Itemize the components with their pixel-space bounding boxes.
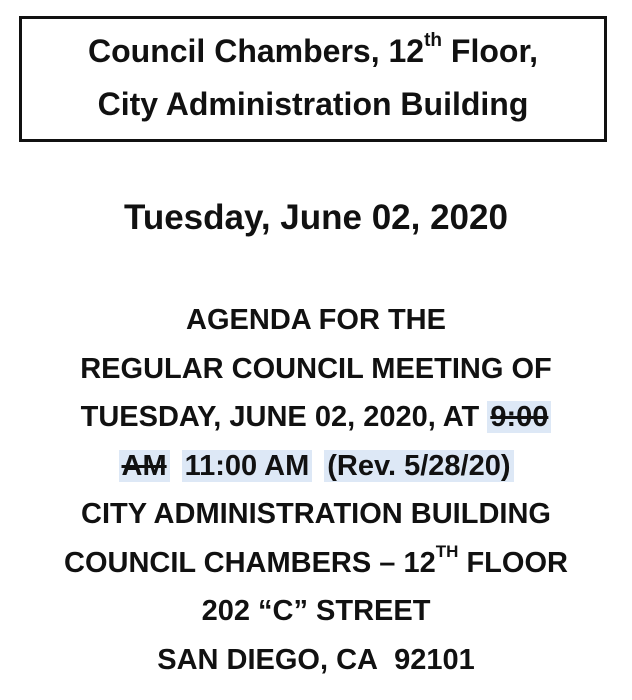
struck-original-time: 9:00	[487, 401, 551, 433]
agenda-line-3-text: TUESDAY, JUNE 02, 2020, AT	[80, 401, 488, 433]
location-line-2: City Administration Building	[97, 86, 529, 122]
location-line-1-suffix: Floor,	[442, 33, 539, 69]
agenda-line-2: REGULAR COUNCIL MEETING OF	[80, 352, 552, 385]
agenda-line-6	[0, 539, 632, 588]
agenda-line-7: 202 “C” STREET	[201, 595, 431, 627]
agenda-line-6-suffix: FLOOR	[458, 546, 568, 579]
agenda-line-4	[0, 442, 632, 491]
floor-ordinal-suffix: th	[424, 30, 443, 52]
revision-note: (Rev. 5/28/20)	[324, 450, 513, 482]
location-box	[19, 16, 607, 142]
struck-original-time-ampm: AM	[119, 450, 170, 482]
agenda-line-6-prefix: COUNCIL CHAMBERS – 12	[64, 546, 436, 579]
floor-ordinal-suffix-caps: TH	[435, 541, 459, 561]
agenda-line-1: AGENDA FOR THE	[186, 304, 446, 336]
agenda-line-3	[0, 393, 632, 442]
agenda-heading-block	[0, 296, 632, 684]
location-line-1	[22, 25, 604, 78]
location-line-1-prefix: Council Chambers, 12	[87, 33, 425, 69]
meeting-date-heading: Tuesday, June 02, 2020	[124, 198, 508, 237]
revised-time: 11:00 AM	[182, 450, 313, 482]
agenda-line-8: SAN DIEGO, CA 92101	[157, 643, 475, 676]
agenda-line-5: CITY ADMINISTRATION BUILDING	[81, 498, 551, 530]
